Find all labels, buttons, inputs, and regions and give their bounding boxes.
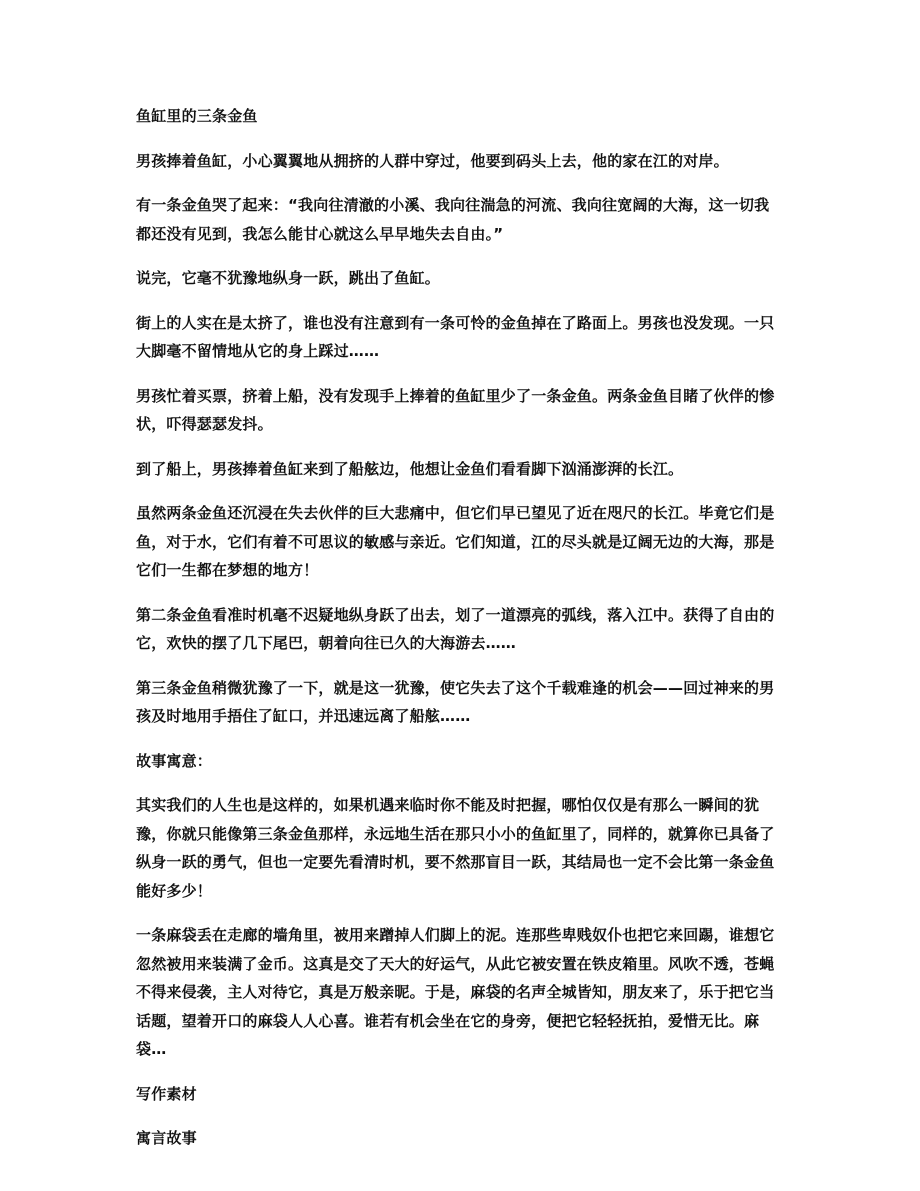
story-paragraph: 第三条金鱼稍微犹豫了一下，就是这一犹豫，使它失去了这个千载难逢的机会——回过神来的男孩及时地用手捂住了缸口，并迅速远离了船舷…… [136,678,775,725]
category-tag: 写作素材 [136,1084,197,1103]
story-title: 鱼缸里的三条金鱼 [136,107,258,125]
moral-heading: 故事寓意： [136,751,213,770]
moral-paragraph: 其实我们的人生也是这样的，如果机遇来临时你不能及时把握，哪怕仅仅是有那么一瞬间的犹豫，你就只能像第三条金鱼那样，永远地生活在那只小小的鱼缸里了，同样的，就算你已具备了纵身一跃的勇气，但也一定要先看清时机，要不然那盲目一跃，其结局也一定不会比第一条金鱼能好多少！ [136,796,775,900]
extra-story-paragraph: 一条麻袋丢在走廊的墙角里，被用来蹭掉人们脚上的泥。连那些卑贱奴仆也把它来回踢，谁想它忽然被用来装满了金币。这真是交了天大的好运气，从此它被安置在铁皮箱里。风吹不透，苍蝇不得来侵袭，主人对待它，真是万般亲昵。于是，麻袋的名声全城皆知，朋友来了，乐于把它当话题，望着开口的麻袋人人心喜。谁若有机会坐在它的身旁，便把它轻轻抚拍，爱惜无比。麻袋… [136,926,775,1058]
category-tag: 寓言故事 [136,1129,197,1147]
story-paragraph: 男孩捧着鱼缸，小心翼翼地从拥挤的人群中穿过，他要到码头上去，他的家在江的对岸。 [136,151,729,170]
story-paragraph: 虽然两条金鱼还沉浸在失去伙伴的巨大悲痛中，但它们早已望见了近在咫尺的长江。毕竟它们是鱼，对于水，它们有着不可思议的敏感与亲近。它们知道，江的尽头就是辽阔无边的大海，那是它们一生都在梦想的地方！ [136,504,775,579]
story-paragraph: 有一条金鱼哭了起来：“我向往清澈的小溪、我向往湍急的河流、我向往宽阔的大海，这一切我都还没有见到，我怎么能甘心就这么早早地失去自由。” [136,196,770,243]
story-paragraph: 说完，它毫不犹豫地纵身一跃，跳出了鱼缸。 [136,269,441,287]
story-paragraph: 街上的人实在是太挤了，谁也没有注意到有一条可怜的金鱼掉在了路面上。男孩也没发现。一只大脚毫不留情地从它的身上踩过…… [136,313,775,360]
story-paragraph: 男孩忙着买票，挤着上船，没有发现手上捧着的鱼缸里少了一条金鱼。两条金鱼目睹了伙伴的惨状，吓得瑟瑟发抖。 [136,386,775,433]
story-paragraph: 第二条金鱼看准时机毫不迟疑地纵身跃了出去，划了一道漂亮的弧线，落入江中。获得了自由的它，欢快的摆了几下尾巴，朝着向往已久的大海游去…… [136,605,775,652]
story-paragraph: 到了船上，男孩捧着鱼缸来到了船舷边，他想让金鱼们看看脚下汹涌澎湃的长江。 [136,459,684,478]
